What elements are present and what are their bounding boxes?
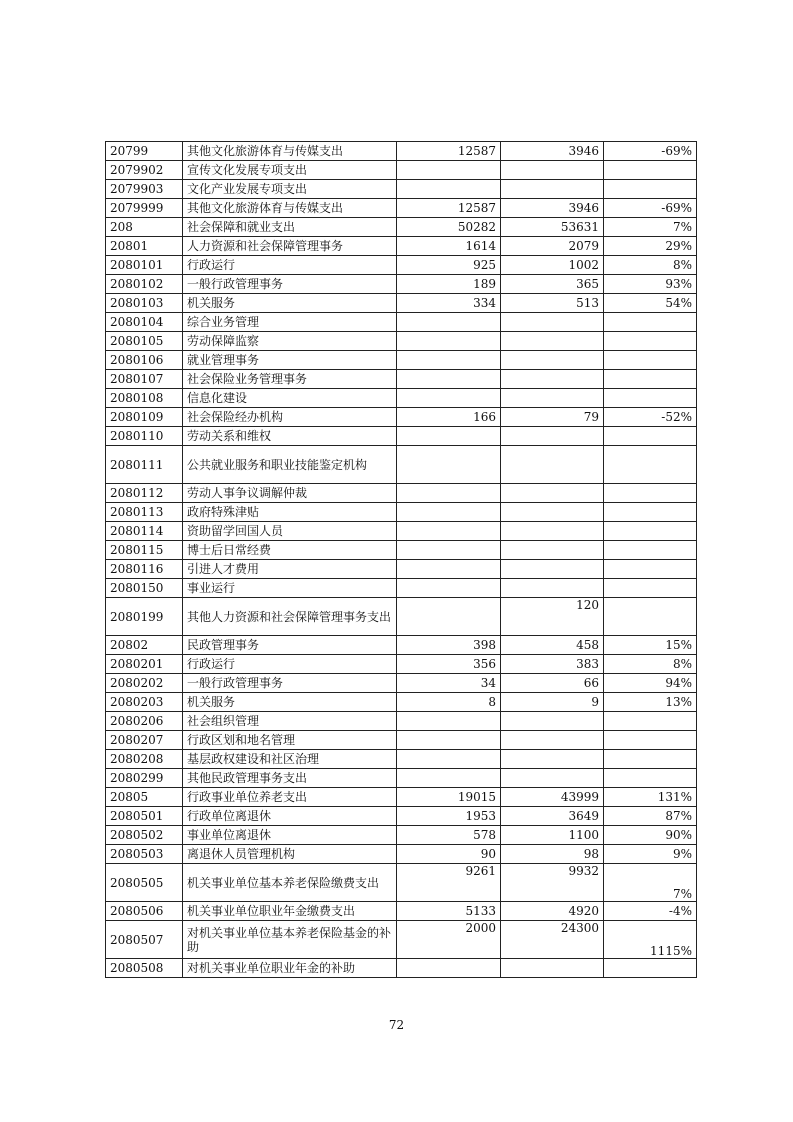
cell-name: 行政事业单位养老支出: [183, 788, 397, 807]
cell-value-2: 1100: [501, 826, 604, 845]
cell-value-2: [501, 731, 604, 750]
cell-change-percent: 9%: [604, 845, 697, 864]
cell-code: 2080109: [106, 408, 183, 427]
cell-value-1: [397, 522, 501, 541]
cell-value-1: [397, 560, 501, 579]
cell-code: 2080106: [106, 351, 183, 370]
cell-value-2: 120: [501, 598, 604, 636]
cell-code: 2080203: [106, 693, 183, 712]
cell-code: 2080505: [106, 864, 183, 902]
cell-value-1: [397, 161, 501, 180]
cell-change-percent: -69%: [604, 142, 697, 161]
table-row: [106, 313, 697, 332]
cell-value-1: [397, 351, 501, 370]
table-row: [106, 750, 697, 769]
cell-value-1: [397, 712, 501, 731]
cell-change-percent: 87%: [604, 807, 697, 826]
cell-name: 社会保险经办机构: [183, 408, 397, 427]
cell-value-2: 513: [501, 294, 604, 313]
cell-value-1: [397, 750, 501, 769]
cell-value-2: [501, 161, 604, 180]
cell-value-2: 98: [501, 845, 604, 864]
cell-name: 对机关事业单位基本养老保险基金的补助: [183, 921, 397, 959]
table-row: [106, 921, 697, 959]
cell-value-2: [501, 351, 604, 370]
cell-code: 20805: [106, 788, 183, 807]
cell-change-percent: -69%: [604, 199, 697, 218]
table-row: [106, 731, 697, 750]
cell-value-2: [501, 769, 604, 788]
cell-code: 2080107: [106, 370, 183, 389]
cell-value-2: [501, 959, 604, 978]
cell-change-percent: [604, 560, 697, 579]
cell-value-2: 365: [501, 275, 604, 294]
cell-change-percent: [604, 959, 697, 978]
cell-value-1: 2000: [397, 921, 501, 959]
cell-name: 综合业务管理: [183, 313, 397, 332]
cell-value-1: 5133: [397, 902, 501, 921]
cell-code: 2080112: [106, 484, 183, 503]
cell-change-percent: 90%: [604, 826, 697, 845]
cell-name: 就业管理事务: [183, 351, 397, 370]
table-row: [106, 826, 697, 845]
cell-change-percent: 8%: [604, 655, 697, 674]
cell-value-2: [501, 541, 604, 560]
cell-change-percent: 29%: [604, 237, 697, 256]
table-row: [106, 180, 697, 199]
cell-code: 2079903: [106, 180, 183, 199]
cell-change-percent: [604, 427, 697, 446]
cell-name: 行政区划和地名管理: [183, 731, 397, 750]
cell-value-2: [501, 503, 604, 522]
cell-name: 政府特殊津贴: [183, 503, 397, 522]
cell-code: 2080115: [106, 541, 183, 560]
table-row: [106, 959, 697, 978]
cell-code: 2080299: [106, 769, 183, 788]
cell-code: 2080111: [106, 446, 183, 484]
cell-name: 资助留学回国人员: [183, 522, 397, 541]
cell-change-percent: [604, 180, 697, 199]
cell-change-percent: [604, 769, 697, 788]
table-row: [106, 161, 697, 180]
cell-value-2: [501, 579, 604, 598]
cell-name: 宣传文化发展专项支出: [183, 161, 397, 180]
cell-value-1: [397, 427, 501, 446]
cell-change-percent: -52%: [604, 408, 697, 427]
cell-code: 2080103: [106, 294, 183, 313]
cell-name: 社会保障和就业支出: [183, 218, 397, 237]
cell-code: 2080104: [106, 313, 183, 332]
cell-name: 民政管理事务: [183, 636, 397, 655]
cell-code: 2080102: [106, 275, 183, 294]
cell-value-2: 79: [501, 408, 604, 427]
cell-value-2: 3649: [501, 807, 604, 826]
cell-change-percent: 13%: [604, 693, 697, 712]
cell-value-1: [397, 541, 501, 560]
cell-value-1: 334: [397, 294, 501, 313]
cell-value-2: [501, 560, 604, 579]
cell-value-1: 90: [397, 845, 501, 864]
cell-change-percent: [604, 351, 697, 370]
cell-name: 文化产业发展专项支出: [183, 180, 397, 199]
cell-name: 引进人才费用: [183, 560, 397, 579]
cell-value-2: 458: [501, 636, 604, 655]
cell-change-percent: [604, 750, 697, 769]
cell-value-1: 50282: [397, 218, 501, 237]
cell-name: 对机关事业单位职业年金的补助: [183, 959, 397, 978]
cell-name: 一般行政管理事务: [183, 674, 397, 693]
cell-value-1: 34: [397, 674, 501, 693]
cell-change-percent: [604, 370, 697, 389]
cell-change-percent: 7%: [604, 864, 697, 902]
cell-value-1: [397, 446, 501, 484]
cell-change-percent: [604, 579, 697, 598]
table-row: [106, 389, 697, 408]
table-row: [106, 446, 697, 484]
cell-value-1: [397, 579, 501, 598]
cell-value-2: [501, 484, 604, 503]
table-row: [106, 769, 697, 788]
cell-change-percent: 93%: [604, 275, 697, 294]
cell-change-percent: [604, 313, 697, 332]
cell-change-percent: [604, 389, 697, 408]
cell-code: 2080108: [106, 389, 183, 408]
cell-change-percent: [604, 598, 697, 636]
table-row: [106, 408, 697, 427]
table-row: [106, 864, 697, 902]
table-row: [106, 560, 697, 579]
table-row: [106, 503, 697, 522]
cell-name: 其他文化旅游体育与传媒支出: [183, 142, 397, 161]
cell-value-1: 578: [397, 826, 501, 845]
table-row: [106, 199, 697, 218]
cell-name: 社会组织管理: [183, 712, 397, 731]
table-row: [106, 693, 697, 712]
cell-code: 2080206: [106, 712, 183, 731]
table-row: [106, 674, 697, 693]
table-row: [106, 237, 697, 256]
cell-code: 2080110: [106, 427, 183, 446]
cell-value-1: [397, 332, 501, 351]
cell-value-1: [397, 389, 501, 408]
cell-value-2: 3946: [501, 142, 604, 161]
cell-name: 机关服务: [183, 294, 397, 313]
cell-value-1: 356: [397, 655, 501, 674]
cell-value-2: [501, 389, 604, 408]
cell-value-1: [397, 313, 501, 332]
cell-name: 一般行政管理事务: [183, 275, 397, 294]
cell-code: 2080506: [106, 902, 183, 921]
cell-code: 2080208: [106, 750, 183, 769]
cell-code: 2080150: [106, 579, 183, 598]
cell-change-percent: -4%: [604, 902, 697, 921]
cell-name: 其他人力资源和社会保障管理事务支出: [183, 598, 397, 636]
cell-value-1: 398: [397, 636, 501, 655]
cell-value-1: 166: [397, 408, 501, 427]
cell-change-percent: 1115%: [604, 921, 697, 959]
cell-value-2: 1002: [501, 256, 604, 275]
cell-value-1: [397, 370, 501, 389]
table-row: [106, 712, 697, 731]
cell-change-percent: 15%: [604, 636, 697, 655]
cell-code: 2080201: [106, 655, 183, 674]
cell-code: 20799: [106, 142, 183, 161]
table-row: [106, 541, 697, 560]
cell-value-1: [397, 959, 501, 978]
cell-value-2: [501, 180, 604, 199]
cell-code: 2080105: [106, 332, 183, 351]
cell-name: 行政运行: [183, 655, 397, 674]
cell-value-2: 24300: [501, 921, 604, 959]
cell-code: 20802: [106, 636, 183, 655]
cell-value-1: 9261: [397, 864, 501, 902]
cell-change-percent: 131%: [604, 788, 697, 807]
cell-value-1: 8: [397, 693, 501, 712]
table-row: [106, 845, 697, 864]
cell-value-2: [501, 427, 604, 446]
table-row: [106, 522, 697, 541]
cell-value-2: 53631: [501, 218, 604, 237]
cell-code: 2080503: [106, 845, 183, 864]
cell-name: 信息化建设: [183, 389, 397, 408]
cell-value-2: 2079: [501, 237, 604, 256]
cell-value-1: [397, 769, 501, 788]
cell-value-1: [397, 484, 501, 503]
cell-change-percent: [604, 522, 697, 541]
table-row: [106, 370, 697, 389]
table-row: [106, 807, 697, 826]
cell-code: 2080114: [106, 522, 183, 541]
cell-change-percent: [604, 712, 697, 731]
cell-change-percent: 7%: [604, 218, 697, 237]
cell-code: 2080113: [106, 503, 183, 522]
cell-name: 其他文化旅游体育与传媒支出: [183, 199, 397, 218]
cell-name: 其他民政管理事务支出: [183, 769, 397, 788]
cell-value-2: 4920: [501, 902, 604, 921]
table-row: [106, 788, 697, 807]
cell-code: 2080508: [106, 959, 183, 978]
table-row: [106, 902, 697, 921]
cell-value-2: 9: [501, 693, 604, 712]
cell-name: 劳动保障监察: [183, 332, 397, 351]
cell-name: 基层政权建设和社区治理: [183, 750, 397, 769]
cell-code: 2079902: [106, 161, 183, 180]
cell-code: 2080116: [106, 560, 183, 579]
cell-code: 2079999: [106, 199, 183, 218]
cell-change-percent: [604, 332, 697, 351]
table-row: [106, 142, 697, 161]
cell-name: 社会保险业务管理事务: [183, 370, 397, 389]
cell-value-2: [501, 332, 604, 351]
cell-name: 行政运行: [183, 256, 397, 275]
cell-name: 人力资源和社会保障管理事务: [183, 237, 397, 256]
cell-code: 2080207: [106, 731, 183, 750]
cell-value-1: [397, 598, 501, 636]
table-row: [106, 655, 697, 674]
cell-code: 20801: [106, 237, 183, 256]
cell-code: 2080199: [106, 598, 183, 636]
cell-value-2: 66: [501, 674, 604, 693]
cell-value-1: 19015: [397, 788, 501, 807]
cell-change-percent: [604, 541, 697, 560]
table-row: [106, 256, 697, 275]
cell-code: 208: [106, 218, 183, 237]
table-row: [106, 484, 697, 503]
table-row: [106, 427, 697, 446]
cell-name: 机关事业单位职业年金缴费支出: [183, 902, 397, 921]
table-body: [106, 142, 697, 978]
cell-value-2: 43999: [501, 788, 604, 807]
cell-value-1: 189: [397, 275, 501, 294]
table-row: [106, 294, 697, 313]
cell-value-1: 12587: [397, 142, 501, 161]
cell-value-2: [501, 750, 604, 769]
cell-value-2: [501, 370, 604, 389]
cell-value-2: [501, 712, 604, 731]
page-number: 72: [388, 1018, 405, 1032]
table-row: [106, 275, 697, 294]
cell-name: 事业单位离退休: [183, 826, 397, 845]
cell-value-2: 3946: [501, 199, 604, 218]
table-row: [106, 598, 697, 636]
cell-name: 公共就业服务和职业技能鉴定机构: [183, 446, 397, 484]
cell-change-percent: 94%: [604, 674, 697, 693]
cell-name: 行政单位离退休: [183, 807, 397, 826]
cell-code: 2080507: [106, 921, 183, 959]
cell-change-percent: [604, 484, 697, 503]
cell-change-percent: [604, 161, 697, 180]
cell-value-1: [397, 503, 501, 522]
cell-value-1: [397, 731, 501, 750]
cell-value-2: 383: [501, 655, 604, 674]
budget-table: [105, 141, 697, 978]
cell-value-1: 925: [397, 256, 501, 275]
table-row: [106, 332, 697, 351]
cell-change-percent: 8%: [604, 256, 697, 275]
cell-name: 机关事业单位基本养老保险缴费支出: [183, 864, 397, 902]
cell-change-percent: [604, 503, 697, 522]
cell-name: 离退休人员管理机构: [183, 845, 397, 864]
cell-change-percent: [604, 731, 697, 750]
cell-value-1: 12587: [397, 199, 501, 218]
table-row: [106, 579, 697, 598]
cell-value-1: [397, 180, 501, 199]
cell-change-percent: [604, 446, 697, 484]
cell-value-1: 1953: [397, 807, 501, 826]
cell-name: 博士后日常经费: [183, 541, 397, 560]
cell-value-2: [501, 313, 604, 332]
cell-name: 机关服务: [183, 693, 397, 712]
cell-value-1: 1614: [397, 237, 501, 256]
cell-change-percent: 54%: [604, 294, 697, 313]
cell-value-2: [501, 446, 604, 484]
cell-code: 2080501: [106, 807, 183, 826]
cell-code: 2080202: [106, 674, 183, 693]
cell-name: 劳动关系和维权: [183, 427, 397, 446]
table-row: [106, 636, 697, 655]
table-row: [106, 218, 697, 237]
cell-code: 2080502: [106, 826, 183, 845]
cell-code: 2080101: [106, 256, 183, 275]
table-row: [106, 351, 697, 370]
cell-name: 事业运行: [183, 579, 397, 598]
cell-value-2: 9932: [501, 864, 604, 902]
cell-name: 劳动人事争议调解仲裁: [183, 484, 397, 503]
cell-value-2: [501, 522, 604, 541]
